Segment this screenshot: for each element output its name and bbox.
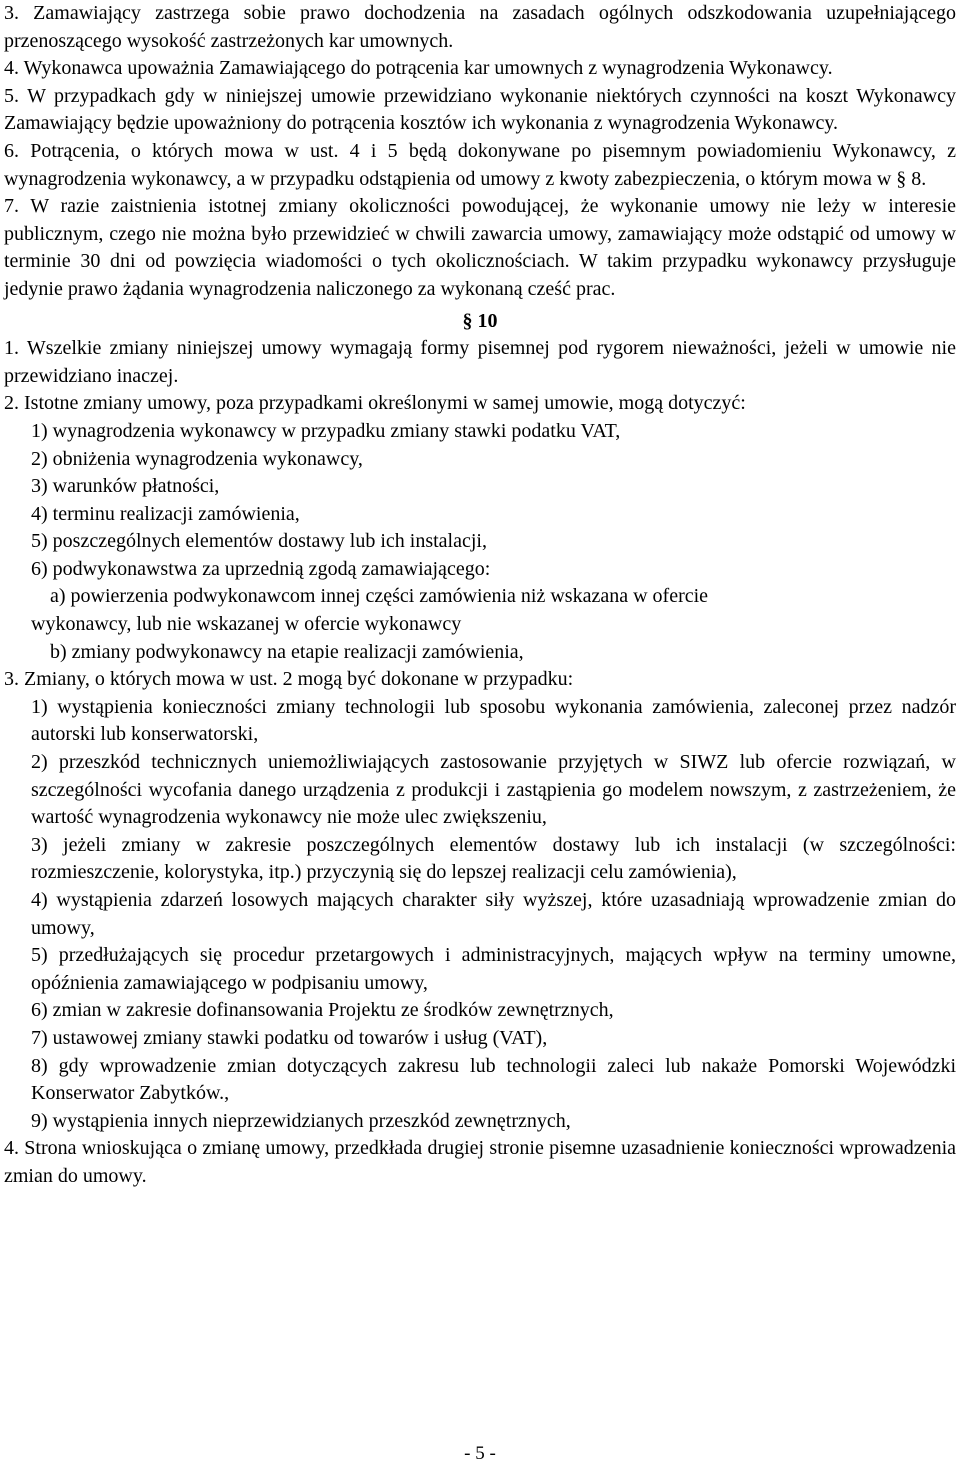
list-item: 2) przeszkód technicznych uniemożliwiających zastosowanie przyjętych w SIWZ lub ofercie rozwiązań, w szczególności wycofania danego urządzenia z produkcji i zastąpienia go modelem nowszym, z zastrzeżeniem, że wartość wynagrodzenia wykonawcy nie może ulec zwiększeniu, — [31, 751, 956, 829]
clause-4: 4. Wykonawca upoważnia Zamawiającego do potrącenia kar umownych z wynagrodzenia Wykonawcy. — [4, 57, 833, 80]
sub-item-a-line-2: wykonawcy, lub nie wskazanej w ofercie wykonawcy — [31, 613, 462, 636]
list-item: 2) obniżenia wynagrodzenia wykonawcy, — [31, 447, 363, 470]
sub-item-b: b) zmiany podwykonawcy na etapie realizacji zamówienia, — [50, 640, 524, 663]
list-item: 6) zmian w zakresie dofinansowania Projektu ze środków zewnętrznych, — [31, 999, 614, 1022]
document-page — [4, 0, 956, 1191]
list-item: 9) wystąpienia innych nieprzewidzianych przeszkód zewnętrznych, — [31, 1109, 571, 1132]
section-clause-2: 2. Istotne zmiany umowy, poza przypadkami określonymi w samej umowie, mogą dotyczyć: — [4, 392, 746, 415]
clause-7: 7. W razie zaistnienia istotnej zmiany okoliczności powodującej, że wykonanie umowy nie leży w interesie publicznym, czego nie można było przewidzieć w chwili zawarcia umowy, zamawiający może odstąpić od umowy w terminie 30 dni od powzięcia wiadomości o tych okolicznościach. W takim przypadku wykonawcy przysługuje jedynie prawo żądania wynagrodzenia naliczonego za wykonaną cześć prac. — [4, 195, 956, 300]
section-clause-4: 4. Strona wnioskująca o zmianę umowy, przedkłada drugiej stronie pisemne uzasadnienie konieczności wprowadzenia zmian do umowy. — [4, 1137, 956, 1187]
list-item: 3) jeżeli zmiany w zakresie poszczególnych elementów dostawy lub ich instalacji (w szczególności: rozmieszczenie, kolorystyka, itp.) przyczynią się do lepszej realizacji celu zamówienia), — [31, 833, 956, 884]
sub-item-a-line-1: a) powierzenia podwykonawcom innej części zamówienia niż wskazana w ofercie — [50, 585, 709, 608]
list-item: 6) podwykonawstwa za uprzednią zgodą zamawiającego: — [31, 557, 491, 580]
page-number: - 5 - — [464, 1443, 496, 1464]
list-item: 4) terminu realizacji zamówienia, — [31, 502, 300, 525]
list-item: 1) wynagrodzenia wykonawcy w przypadku zmiany stawki podatku VAT, — [31, 419, 621, 442]
list-item: 7) ustawowej zmiany stawki podatku od towarów i usług (VAT), — [31, 1026, 548, 1049]
list-item: 5) przedłużających się procedur przetargowych i administracyjnych, mających wpływ na terminy umowne, opóźnienia zamawiającego w podpisaniu umowy, — [31, 944, 956, 994]
list-item: 8) gdy wprowadzenie zmian dotyczących zakresu lub technologii zaleci lub nakaże Pomorski Wojewódzki Konserwator Zabytków., — [31, 1054, 956, 1105]
list-item: 4) wystąpienia zdarzeń losowych mających charakter siły wyższej, które uzasadniają wprowadzenie zmian do umowy, — [31, 889, 956, 939]
clause-3: 3. Zamawiający zastrzega sobie prawo dochodzenia na zasadach ogólnych odszkodowania uzupełniającego przenoszącego wysokość zastrzeżonych kar umownych. — [4, 2, 956, 52]
clause-5: 5. W przypadkach gdy w niniejszej umowie przewidziano wykonanie niektórych czynności na koszt Wykonawcy Zamawiający będzie upoważniony do potrącenia kosztów ich wykonania z wynagrodzenia Wykonawcy. — [4, 84, 956, 135]
clause-6: 6. Potrącenia, o których mowa w ust. 4 i 5 będą dokonywane po pisemnym powiadomieniu Wykonawcy, z wynagrodzenia wykonawcy, a w przypadku odstąpienia od umowy z kwoty zabezpieczenia, o którym mowa w § 8. — [4, 139, 956, 190]
section-clause-3: 3. Zmiany, o których mowa w ust. 2 mogą być dokonane w przypadku: — [4, 668, 574, 691]
section-heading: § 10 — [462, 309, 498, 332]
list-item: 5) poszczególnych elementów dostawy lub ich instalacji, — [31, 530, 487, 553]
list-item: 1) wystąpienia konieczności zmiany technologii lub sposobu wykonania zamówienia, zaleconej przez nadzór autorski lub konserwatorski, — [31, 695, 956, 746]
section-clause-1: 1. Wszelkie zmiany niniejszej umowy wymagają formy pisemnej pod rygorem nieważności, jeżeli w umowie nie przewidziano inaczej. — [4, 337, 956, 387]
list-item: 3) warunków płatności, — [31, 475, 220, 498]
